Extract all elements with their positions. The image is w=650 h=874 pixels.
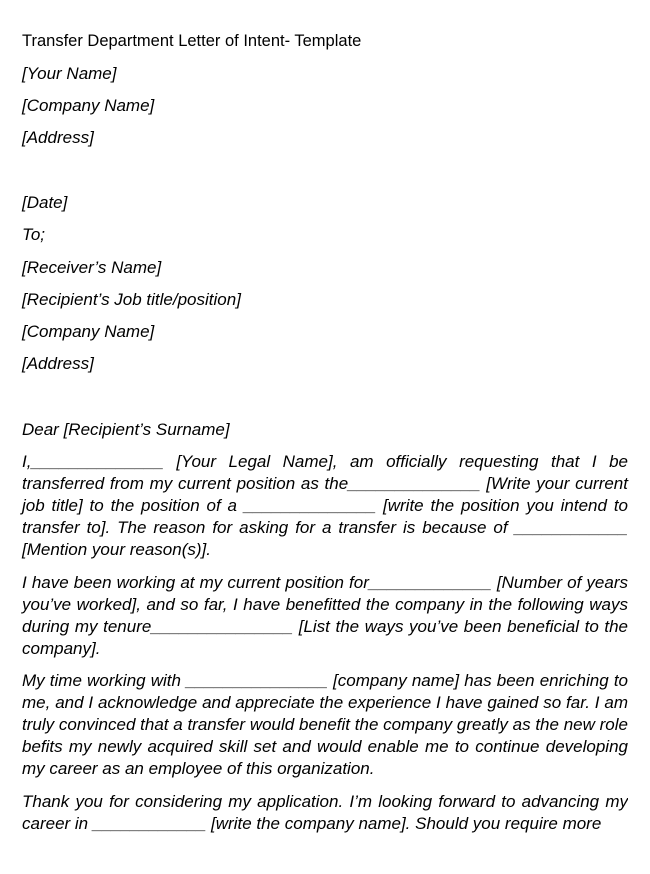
sender-name: [Your Name]	[22, 64, 117, 83]
body-paragraph-experience: My time working with _______________ [company name] has been enriching to me, and I acknowledge and appreciate the experience I have gained so far. I am truly convinced that a transfer would benefit the company greatly as the new role befits my newly acquired skill set and would enable me to continue developing my career as an employee of this organization.	[22, 671, 628, 778]
recipient-address: [Address]	[22, 354, 94, 373]
to-label: To;	[22, 225, 46, 244]
recipient-name: [Receiver’s Name]	[22, 258, 162, 277]
body-paragraph-closing: Thank you for considering my application. I’m looking forward to advancing my career in ____________ [write the company name]. Should you require more	[22, 792, 628, 833]
recipient-company: [Company Name]	[22, 322, 155, 341]
sender-company: [Company Name]	[22, 96, 155, 115]
salutation: Dear [Recipient’s Surname]	[22, 420, 230, 439]
sender-address: [Address]	[22, 128, 94, 147]
body-paragraph-request: I,______________ [Your Legal Name], am officially requesting that I be transferred from my current position as the______________ [Write your current job title] to the position of a ______________ [write the position you intend to transfer to]. The reason for asking for a transfer is because of ____________ [Mention your reason(s)].	[22, 452, 628, 559]
letter-date: [Date]	[22, 193, 68, 212]
letter-title: Transfer Department Letter of Intent- Template	[22, 32, 362, 50]
body-paragraph-tenure: I have been working at my current position for_____________ [Number of years you’ve worked], and so far, I have benefitted the company in the following ways during my tenure_______________ [List the ways you’ve been beneficial to the company].	[22, 573, 628, 658]
recipient-job-title: [Recipient’s Job title/position]	[22, 290, 241, 309]
